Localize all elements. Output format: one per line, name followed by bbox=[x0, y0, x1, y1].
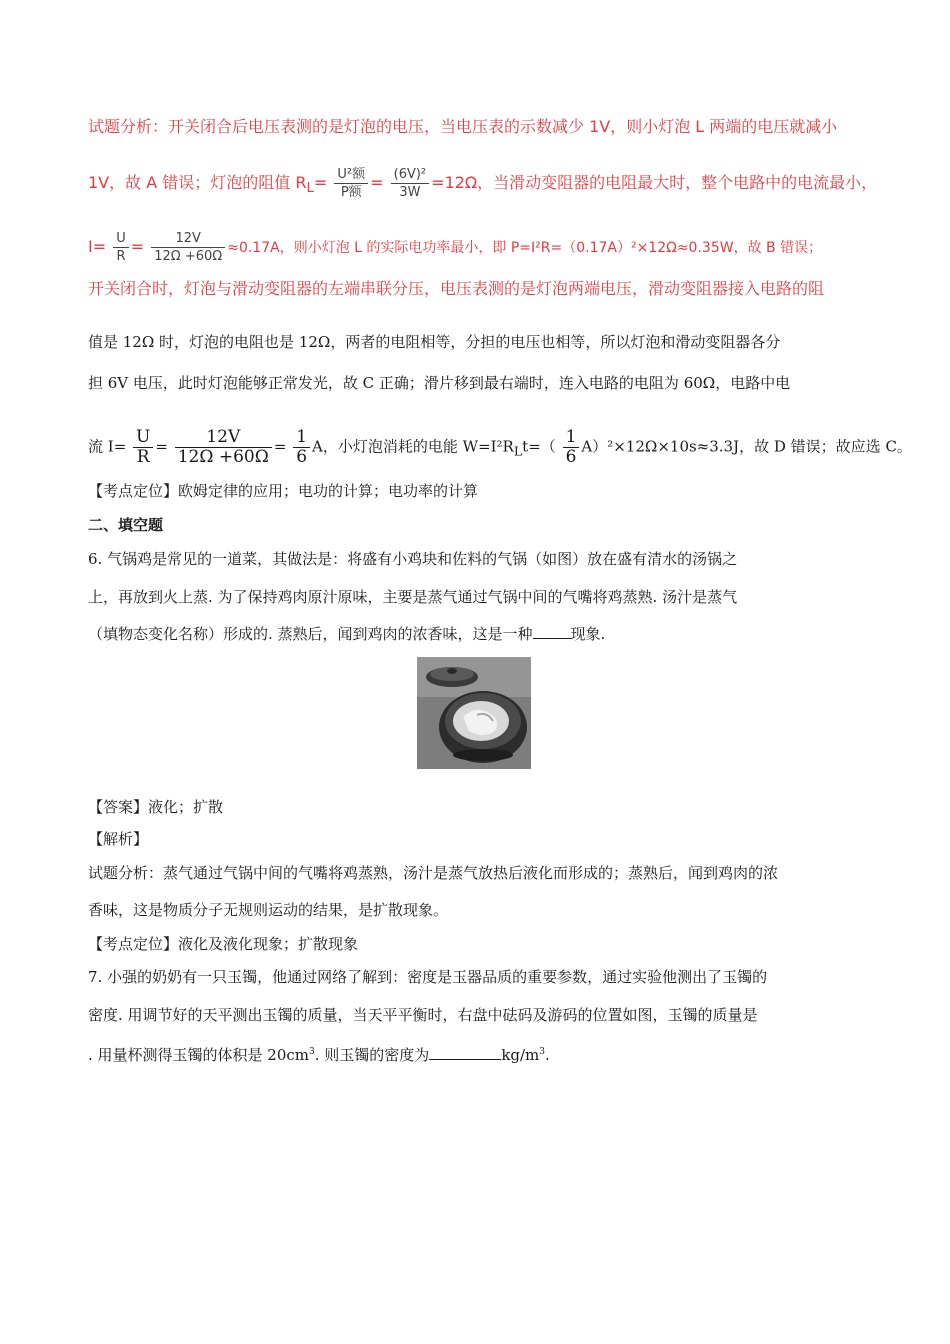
analysis-line-6 bbox=[88, 372, 790, 394]
text: A）²×12Ω×10s≈3.3J，故 D 错误；故应选 C。 bbox=[581, 437, 912, 456]
text: 【解析】 bbox=[88, 830, 149, 848]
text: 二、填空题 bbox=[88, 516, 164, 534]
numerator: 1 bbox=[293, 428, 310, 448]
fraction-u2-over-p bbox=[334, 166, 368, 201]
text: 7. 小强的奶奶有一只玉镯，他通过网络了解到：密度是玉器品质的重要参数，通过实验他测出了玉镯的 bbox=[88, 968, 768, 986]
analysis-red-line-3 bbox=[88, 230, 822, 265]
text: A，小灯泡消耗的电能 W=I²R bbox=[312, 437, 514, 456]
text: （填物态变化名称）形成的. 蒸熟后，闻到鸡肉的浓香味，这是一种 bbox=[88, 625, 533, 643]
text: I= bbox=[88, 237, 107, 256]
text: 开关闭合时，灯泡与滑动变阻器的左端串联分压，电压表测的是灯泡两端电压，滑动变阻器接入电路的阻 bbox=[88, 279, 825, 298]
analysis-red-line-1 bbox=[88, 116, 837, 138]
text: 【答案】液化；扩散 bbox=[88, 798, 224, 816]
denominator: 12Ω +60Ω bbox=[154, 249, 223, 264]
fraction-12v-over-72ohm bbox=[151, 230, 225, 265]
text: 试题分析：蒸气通过气锅中间的气嘴将鸡蒸熟，汤汁是蒸气放热后液化而形成的；蒸熟后，闻到鸡肉的浓 bbox=[88, 864, 779, 882]
q6-line-2 bbox=[88, 586, 737, 608]
denominator: R bbox=[136, 447, 150, 467]
text: 【考点定位】欧姆定律的应用；电功的计算；电功率的计算 bbox=[88, 482, 479, 500]
q7-line-2 bbox=[88, 1004, 758, 1026]
text: = bbox=[370, 173, 384, 192]
text: 担 6V 电压，此时灯泡能够正常发光，故 C 正确；滑片移到最右端时，连入电路的电阻为 60Ω，电路中电 bbox=[88, 374, 791, 392]
text: 密度. 用调节好的天平测出玉镯的质量，当天平平衡时，右盘中砝码及游码的位置如图，玉镯的质量是 bbox=[88, 1006, 758, 1024]
text: 1V，故 A 错误；灯泡的阻值 R bbox=[88, 173, 307, 192]
superscript: 3 bbox=[539, 1047, 546, 1057]
text: 上，再放到火上蒸. 为了保持鸡肉原汁原味，主要是蒸气通过气锅中间的气嘴将鸡蒸熟. 汤汁是蒸气 bbox=[88, 588, 738, 606]
fraction-u-over-r bbox=[133, 428, 153, 467]
denominator: 6 bbox=[565, 447, 577, 467]
denominator: 3W bbox=[399, 185, 421, 200]
numerator: U²额 bbox=[334, 166, 368, 184]
jiexi-line-2 bbox=[88, 899, 448, 921]
answer-line bbox=[88, 796, 223, 818]
analysis-red-line-2 bbox=[88, 166, 877, 201]
text: = bbox=[155, 437, 168, 456]
denominator: P额 bbox=[340, 185, 362, 200]
text: . 则玉镯的密度为 bbox=[314, 1046, 430, 1064]
analysis-red-line-4 bbox=[88, 278, 824, 300]
text: = bbox=[273, 437, 287, 456]
text: =12Ω，当滑动变阻器的电阻最大时，整个电路中的电流最小， bbox=[431, 173, 878, 192]
kaodian-2 bbox=[88, 933, 358, 955]
text: 值是 12Ω 时，灯泡的电阻也是 12Ω，两者的电阻相等，分担的电压也相等，所以灯泡和滑动变阻器各分 bbox=[88, 333, 781, 351]
denominator: R bbox=[116, 249, 126, 264]
subscript: L bbox=[306, 181, 314, 197]
text: 流 I= bbox=[88, 437, 127, 456]
fraction-one-sixth-2 bbox=[563, 428, 580, 467]
fraction-u-over-r bbox=[113, 230, 129, 265]
jiexi-line-1 bbox=[88, 862, 778, 884]
numerator: 1 bbox=[563, 428, 580, 448]
subscript: L bbox=[513, 443, 523, 459]
steam-pot-illustration bbox=[417, 657, 531, 769]
text: 6. 气锅鸡是常见的一道菜，其做法是：将盛有小鸡块和佐料的气锅（如图）放在盛有清水的汤锅之 bbox=[88, 550, 738, 568]
text: 香味，这是物质分子无规则运动的结果，是扩散现象。 bbox=[88, 901, 449, 919]
q7-line-1 bbox=[88, 966, 767, 988]
steam-pot-photo bbox=[417, 657, 531, 769]
jiexi-label bbox=[88, 828, 148, 850]
q6-line-1 bbox=[88, 548, 737, 570]
numerator: 12V bbox=[175, 428, 272, 448]
text: = bbox=[313, 173, 328, 192]
numerator: (6V)² bbox=[391, 166, 430, 184]
fraction-one-sixth bbox=[293, 428, 310, 467]
numerator: 12V bbox=[151, 230, 225, 248]
fraction-6v2-over-3w bbox=[391, 166, 430, 201]
q7-line-3 bbox=[88, 1041, 550, 1066]
denominator: 12Ω +60Ω bbox=[177, 447, 269, 467]
numerator: U bbox=[133, 428, 153, 448]
text: 现象. bbox=[570, 625, 606, 643]
numerator: U bbox=[113, 230, 129, 248]
kaodian-1 bbox=[88, 480, 478, 502]
text: ≈0.17A，则小灯泡 L 的实际电功率最小，即 P=I²R=（0.17A）²×12Ω≈0.35W，故 B 错误； bbox=[227, 240, 823, 256]
text: 试题分析：开关闭合后电压表测的是灯泡的电压，当电压表的示数减少 1V，则小灯泡 L 两端的电压就减小 bbox=[88, 117, 838, 136]
text: . bbox=[545, 1046, 550, 1064]
text: kg/m bbox=[501, 1046, 540, 1064]
answer-blank bbox=[429, 1045, 501, 1060]
answer-blank bbox=[533, 624, 571, 639]
superscript: 3 bbox=[309, 1047, 315, 1057]
analysis-line-7 bbox=[88, 428, 912, 467]
section-title bbox=[88, 514, 163, 536]
text: . 用量杯测得玉镯的体积是 20cm bbox=[88, 1046, 310, 1064]
text: t=（ bbox=[522, 437, 556, 456]
fraction-12v-over-72ohm bbox=[175, 428, 272, 467]
text: = bbox=[130, 237, 145, 256]
denominator: 6 bbox=[296, 447, 308, 467]
text: 【考点定位】液化及液化现象；扩散现象 bbox=[88, 935, 359, 953]
q6-line-3 bbox=[88, 623, 605, 645]
analysis-line-5 bbox=[88, 331, 780, 353]
